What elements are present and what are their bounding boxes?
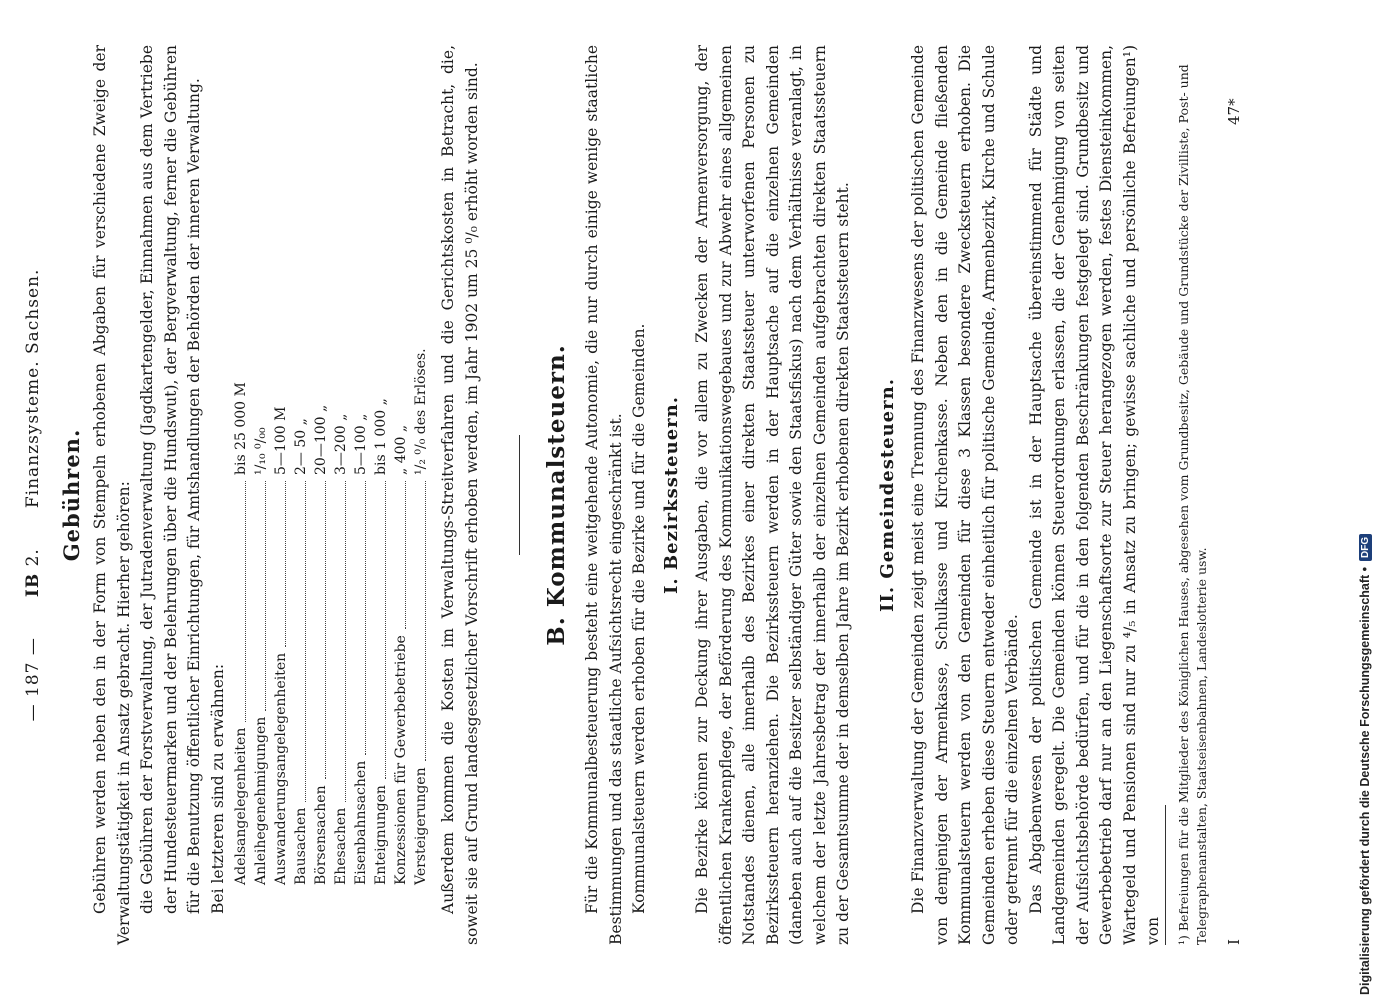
gebuehren-intro: [89, 45, 230, 945]
paragraph: Gebühren werden neben den in der Form von Stempeln erhobenen Abgaben für verschiedene Zweige der Verwaltungstätigkeit in Ansatz gebracht. Hierher gehören:: [91, 45, 133, 945]
fee-list: [231, 325, 431, 885]
gemeinde-text: [907, 45, 1166, 945]
fee-item-label: Anleihegenehmigungen: [253, 716, 269, 885]
dfg-credit-text: Digitalisierung gefördert durch die Deutsche Forschungsgemeinschaft •: [1358, 566, 1372, 995]
gebuehren-heading: Gebühren.: [59, 428, 84, 562]
running-header: [23, 45, 43, 945]
section-divider: [519, 435, 520, 555]
dot-leader: [331, 481, 346, 802]
fee-item-value: bis 1 000 „: [373, 398, 389, 475]
paragraph: Die Finanzverwaltung der Gemeinden zeigt meist eine Trennung des Finanzwesens der politischen Gemeinde von demjenigen der Armenkasse, Schulkasse und Kirchenkasse. Neben den in die Gemeinde fließenden Kommunalsteuern werden von den Gemeinden für diese 3 Klassen besondere Zwecksteuern erhoben. Die Gemeinden erheben diese Steuern entweder einheitlich für politische Gemeinde, Armenbezirk, Kirche und Schule oder getrennt für die einzelnen Verbände.: [909, 45, 1021, 945]
dot-leader: [311, 481, 326, 779]
paragraph: Außerdem kommen die Kosten im Verwaltungs-Streitverfahren und die Gerichtskosten in Betracht, die, soweit sie auf Grund landesgesetzlicher Vorschrift erhoben werden, im Jahr 1902 um 25 ⁰/₀ erhöht worden sind.: [439, 45, 481, 945]
paragraph: Das Abgabenwesen der politischen Gemeinde ist in der Hauptsache übereinstimmend für Städte und Landgemeinden geregelt. Die Gemeinden können Steuerordnungen erlassen, die der Genehmigung von seiten der Aufsichtsbehörde bedürfen, und für die in den folgenden Beschränkungen festgelegt sind. Grundbesitz und Gewerbebetrieb darf nur an den Liegenschaftsorte zur Steuer herangezogen werden, festes Diensteinkommen, Wartegeld und Pensionen sind nur zu ⁴/₅ in Ansatz zu bringen; gewisse sachliche und persönliche Befreiungen¹) von: [1026, 45, 1162, 945]
kommunal-heading: B. Kommunalsteuern.: [543, 344, 570, 646]
paragraph: Bei letzteren sind zu erwähnen:: [208, 663, 227, 914]
fee-item-value: 3—200 „: [333, 413, 349, 475]
fee-item-label: Konzessionen für Gewerbebetriebe: [393, 635, 409, 885]
paragraph: die Gebühren der Forstverwaltung, der Jutradenverwaltung (Jagdkartengelder, Einnahmen aus dem Vertriebe der Hundesteuermarken und der Belehrungen über die Hundswut), der Bergverwaltung, ferner die Gebühren für die Benutzung öffentlicher Einrichtungen, für Amtshandlungen der Behörden der inneren Verwaltung.: [138, 45, 203, 914]
dot-leader: [271, 481, 286, 647]
kommunal-intro: [581, 45, 652, 945]
fee-item-label: Bausachen: [293, 807, 309, 885]
fee-item-label: Enteignungen: [373, 785, 389, 885]
fee-item-value: 20—100 „: [313, 404, 329, 475]
bezirk-text: [691, 45, 856, 945]
fee-list-item: [291, 325, 311, 885]
fee-item-value: 2— 50 „: [293, 418, 309, 475]
dot-leader: [411, 481, 426, 761]
dot-leader: [251, 481, 266, 711]
fee-list-item: [371, 325, 391, 885]
dot-leader: [371, 481, 386, 779]
section-code: IB: [23, 572, 43, 598]
header-title: Finanzsysteme. Sachsen.: [23, 268, 43, 509]
dfg-logo: DFG: [1359, 534, 1372, 561]
fee-item-value: ¹/₁₀ ⁰/₀₀: [253, 427, 269, 475]
footnote: ¹) Befreiungen für die Mitglieder des Königlichen Hauses, abgesehen vom Grundbesitz, Gebäude und Grundstücke der Zivilliste, Post- und Telegraphenanstalten, Staatseisenbahnen, Landeslotterie usw.: [1176, 64, 1209, 945]
section-mark: [23, 548, 43, 597]
fee-item-label: Eisenbahnsachen: [353, 760, 369, 885]
rotated-document-page: [15, 5, 1365, 985]
paragraph: Die Bezirke können zur Deckung ihrer Ausgaben, die vor allem zu Zwecken der Armenversorgung, der öffentlichen Krankenpflege, der Beförderung des Kommunikationswegebaues und zur Abwehr eines allgemeinen Notstandes dienen, alle innerhalb des Bezirkes einer direkten Staatssteuer unterworfenen Personen zu Bezirkssteuern heranziehen. Die Bezirkssteuern werden in der Hauptsache auf die einzelnen Gemeinden (daneben auch auf die Besitzer selbständiger Güter sowie den Staatsfiskus) nach dem Verhältnisse veranlagt, in welchem der letzte Jahresbetrag der innerhalb der einzelnen Gemeinden aufgebrachten direkten Staatssteuern zu der Gesamtsumme der in demselben Jahre im Bezirk erhobenen direkten Staatssteuern steht.: [693, 45, 852, 945]
fee-list-item: [411, 325, 431, 885]
paragraph: Für die Kommunalbesteuerung besteht eine weitgehende Autonomie, die nur durch einige wenige staatliche Bestimmungen und das staatliche Aufsichtsrecht eingeschränkt ist.: [583, 45, 625, 945]
fee-list-item: [331, 325, 351, 885]
fee-item-value: 5—100 „: [353, 413, 369, 475]
fee-list-item: [231, 325, 251, 885]
fee-item-label: Auswanderungsangelegenheiten: [273, 652, 289, 885]
fee-list-item: [251, 325, 271, 885]
paragraph: Kommunalsteuern werden erhoben für die Bezirke und für die Gemeinden.: [630, 323, 648, 914]
fee-list-item: [391, 325, 411, 885]
fee-item-label: Versteigerungen: [413, 767, 429, 885]
footnote-rule: [1165, 805, 1166, 945]
fee-item-value: ¹/₂ ⁰/₀ des Erlöses.: [413, 348, 429, 475]
section-sub: 2.: [23, 548, 43, 567]
bezirk-heading: I. Bezirkssteuern.: [661, 395, 682, 595]
fee-item-label: Börsensachen: [313, 785, 329, 885]
dot-leader: [391, 481, 406, 629]
fee-list-item: [271, 325, 291, 885]
gemeinde-heading: II. Gemeindesteuern.: [877, 378, 898, 612]
gebuehren-closing: [437, 45, 484, 945]
fee-item-value: bis 25 000 M: [233, 382, 249, 475]
dfg-credit: [1358, 5, 1372, 995]
dot-leader: [231, 481, 246, 722]
fee-item-value: „ 400 „: [393, 424, 409, 475]
dot-leader: [291, 481, 306, 802]
signature-page: 47*: [1225, 98, 1243, 125]
fee-list-item: [351, 325, 371, 885]
fee-list-item: [311, 325, 331, 885]
fee-item-label: Ehesachen: [333, 807, 349, 885]
page-number: — 187 —: [23, 637, 43, 722]
fee-item-label: Adelsangelegenheiten: [233, 727, 249, 885]
dot-leader: [351, 481, 366, 755]
fee-item-value: 5—100 M: [273, 406, 289, 475]
signature-mark: I: [1225, 939, 1243, 945]
